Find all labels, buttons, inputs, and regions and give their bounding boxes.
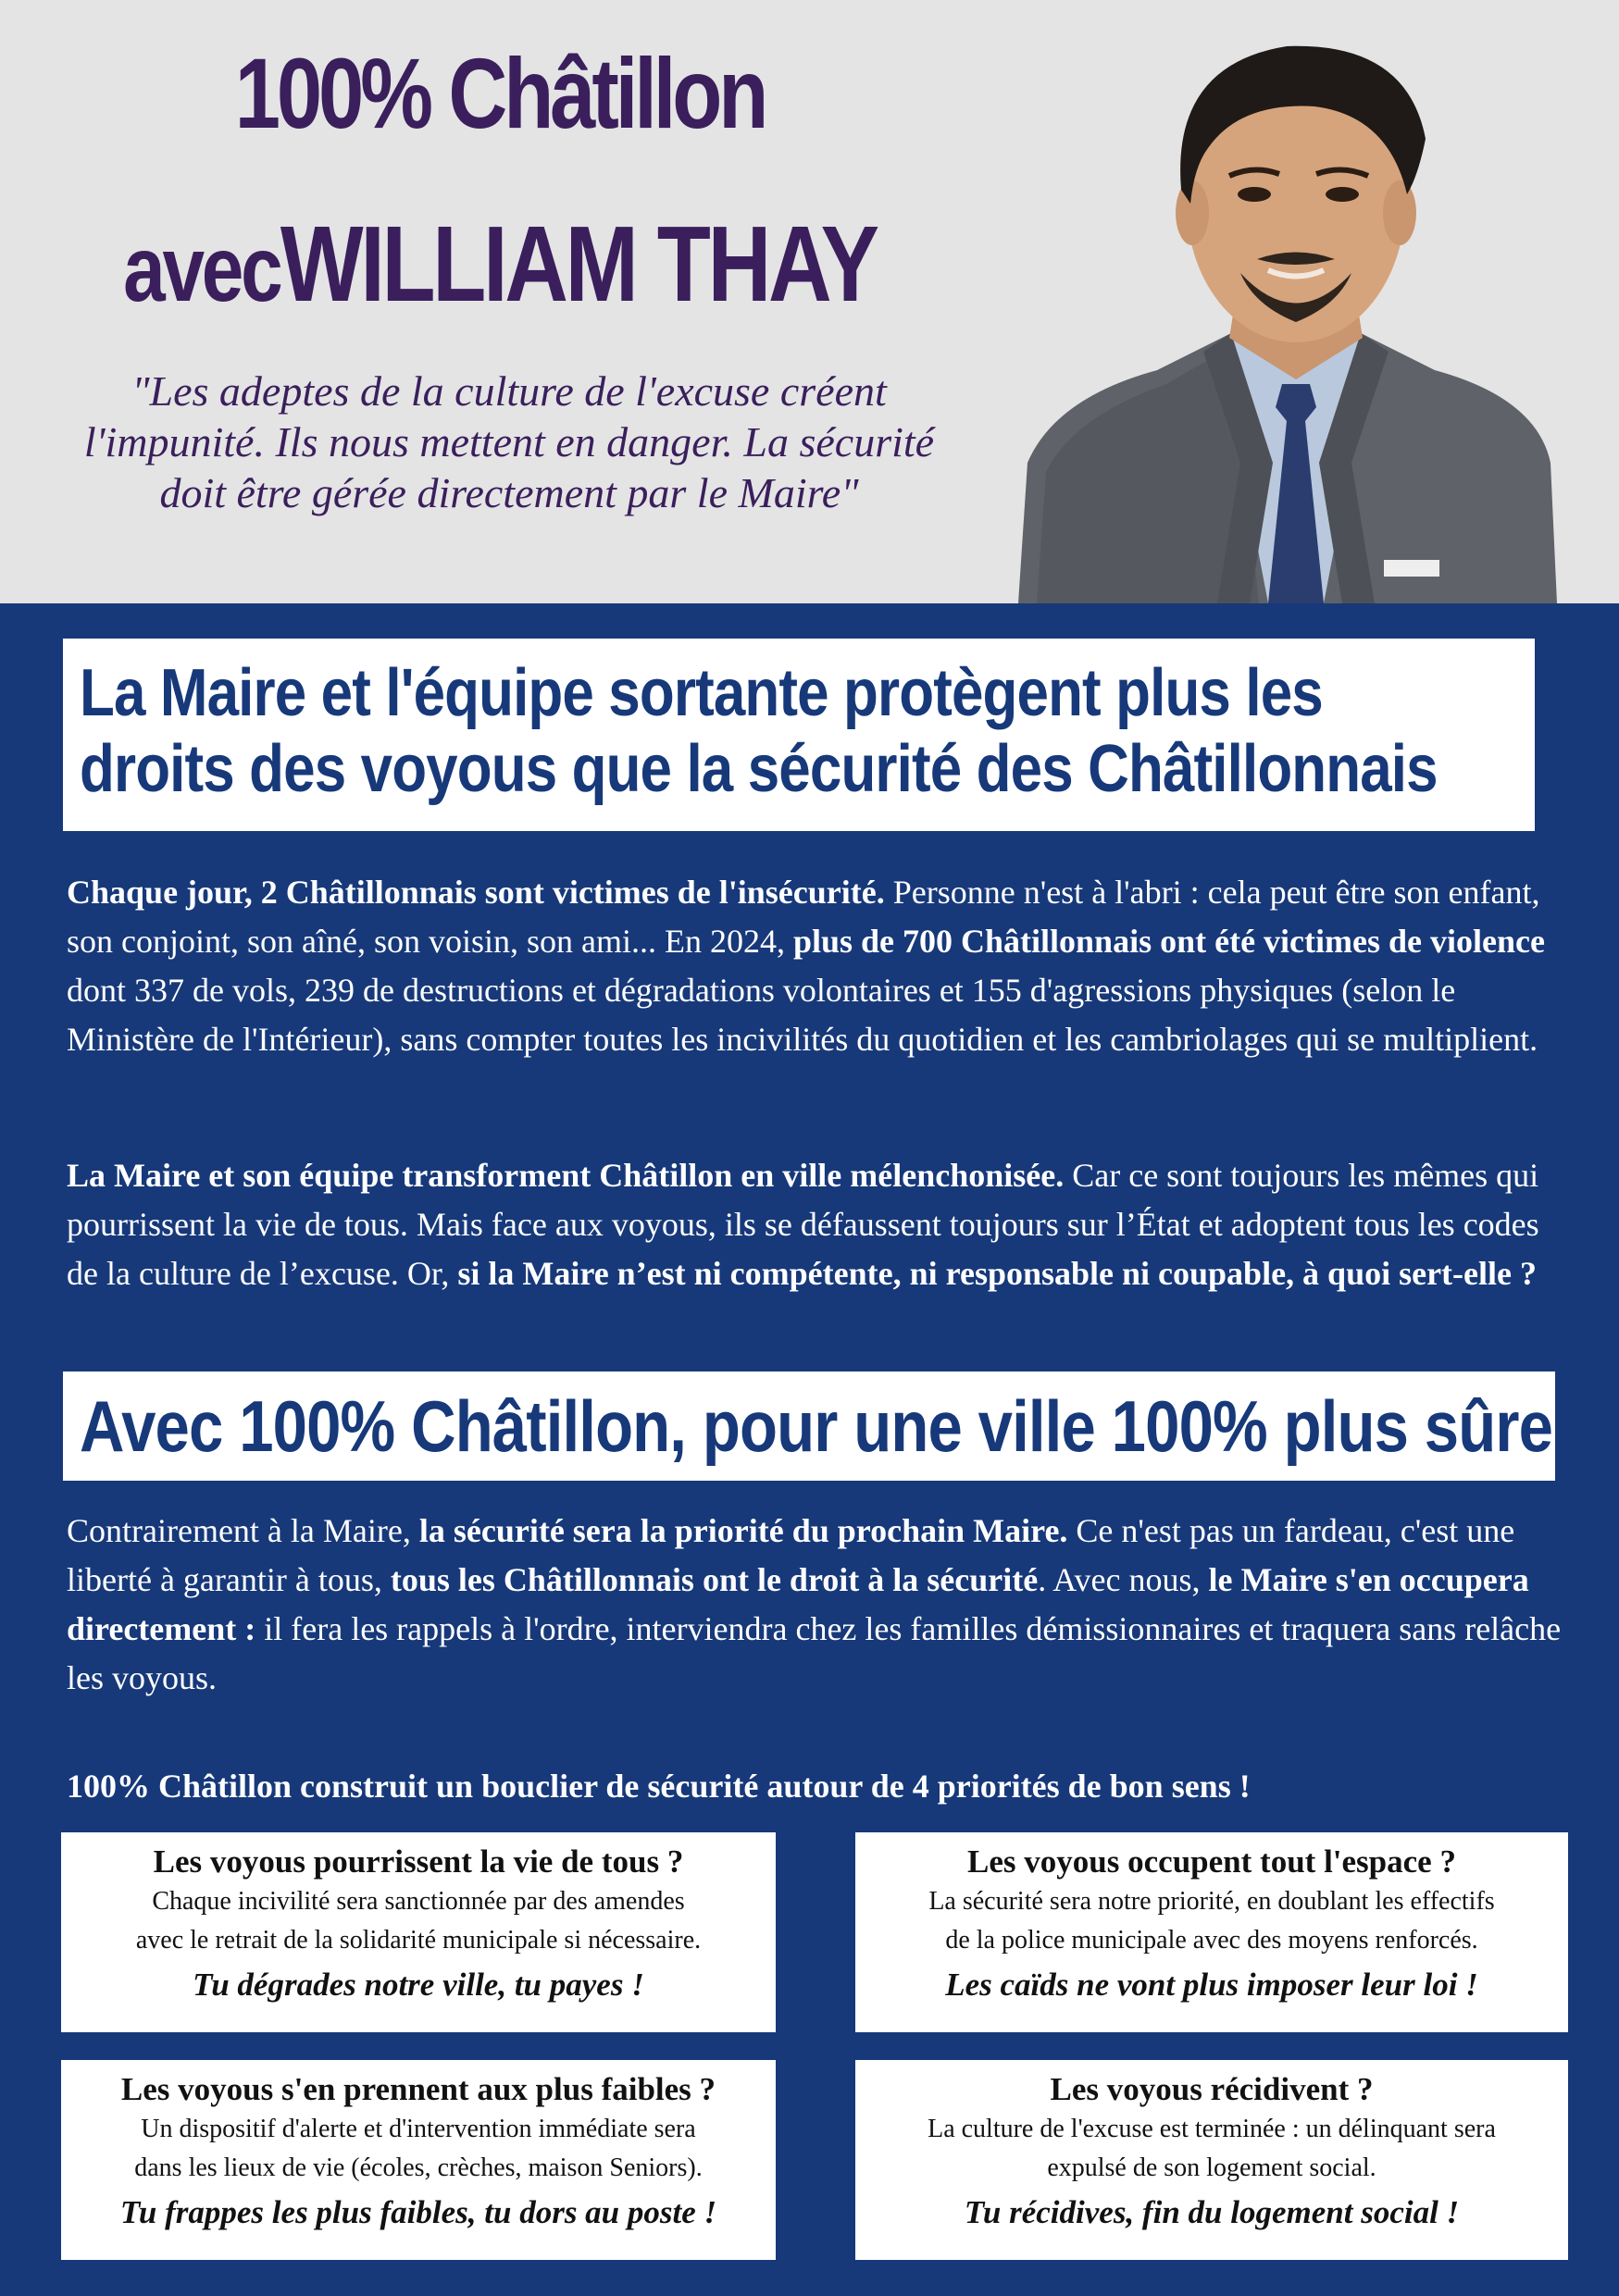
para3-bold-3: le Maire s'en occupera directement : [67,1561,1529,1647]
paragraph-security-priority [67,1507,1566,1703]
paragraph-daily-insecurity [67,868,1566,1064]
priority-desc-line-2: avec le retrait de la solidarité municipale si nécessaire. [135,1926,702,1955]
para1-bold-1: Chaque jour, 2 Châtillonnais sont victimes de l'insécurité. [67,874,885,911]
para2-bold-1: La Maire et son équipe transforment Châtillon en ville mélenchonisée. [67,1157,1065,1194]
priority-box-weakest [61,2060,776,2260]
candidate-title [120,202,879,326]
priority-desc-line-2: expulsé de son logement social. [1047,2153,1376,2182]
para2-bold-2: si la Maire n’est ni compétente, ni responsable ni coupable, à quoi sert-elle ? [457,1255,1537,1292]
priority-desc-line-1: Un dispositif d'alerte et d'intervention immédiate sera [141,2115,696,2143]
candidate-quote: "Les adeptes de la culture de l'excuse créent l'impunité. Ils nous mettent en danger. La sécurité doit être gérée directement par le Maire" [83,367,935,516]
para3-bold-2: tous les Châtillonnais ont le droit à la sécurité [390,1561,1039,1598]
priority-box-incivilities [61,1832,776,2032]
priority-slogan: Tu récidives, fin du logement social ! [964,2194,1460,2230]
priority-desc-line-1: La culture de l'excuse est terminée : un délinquant sera [928,2115,1496,2143]
para3-bold-1: la sécurité sera la priorité du prochain Maire. [418,1512,1068,1549]
priority-desc-line-2: dans les lieux de vie (écoles, crèches, maison Seniors). [134,2153,703,2182]
priority-box-reoffending [855,2060,1568,2260]
priority-box-space [855,1832,1568,2032]
para3-text-1: Contrairement à la Maire, [67,1512,419,1549]
campaign-title: 100% Châtillon [234,37,766,149]
priority-slogan: Tu frappes les plus faibles, tu dors au poste ! [119,2194,717,2230]
headline-line-2: droits des voyous que la sécurité des Châtillonnais [80,732,1438,806]
priority-title: Les voyous s'en prennent aux plus faibles ? [120,2071,716,2107]
headline-safer-city-text: Avec 100% Châtillon, pour une ville 100% plus sûre [80,1385,1553,1467]
headline-line-1: La Maire et l'équipe sortante protègent plus les [80,656,1323,730]
priority-title: Les voyous récidivent ? [1050,2071,1374,2107]
para1-text-1: Personne n'est à l'abri : cela peut être son enfant, son conjoint, son aîné, son voisin, son ami... En 2024, [67,874,1540,960]
para2-text-1: Car ce sont toujours les mêmes qui pourrissent la vie de tous. Mais face aux voyous, ils se défaussent toujours sur l’État et adoptent tous les codes de la culture de l’excuse. Or, [67,1157,1539,1292]
candidate-prefix: avec [123,217,280,321]
priority-title: Les voyous pourrissent la vie de tous ? [153,1843,684,1880]
priority-desc-line-2: de la police municipale avec des moyens renforcés. [945,1926,1478,1955]
candidate-name: WILLIAM THAY [280,204,877,324]
para3-text-4: il fera les rappels à l'ordre, interviendra chez les familles démissionnaires et traquera sans relâche les voyous. [67,1610,1562,1696]
priorities-lead: 100% Châtillon construit un bouclier de sécurité autour de 4 priorités de bon sens ! [67,1768,1251,1805]
para3-text-3: . Avec nous, [1038,1561,1209,1598]
priority-slogan: Les caïds ne vont plus imposer leur loi ! [945,1967,1478,2003]
para1-bold-2: plus de 700 Châtillonnais ont été victimes de violence [792,923,1545,960]
para3-text-2: Ce n'est pas un fardeau, c'est une liberté à garantir à tous, [67,1512,1515,1598]
paragraph-mayor-team [67,1151,1566,1298]
header-band [0,0,1619,603]
priority-desc-line-1: La sécurité sera notre priorité, en doublant les effectifs [928,1887,1495,1916]
priority-desc-line-1: Chaque incivilité sera sanctionnée par des amendes [152,1887,685,1916]
priority-title: Les voyous occupent tout l'espace ? [967,1843,1456,1880]
candidate-portrait [1018,28,1557,603]
headline-outgoing-team [63,639,1535,831]
para1-text-2: dont 337 de vols, 239 de destructions et dégradations volontaires et 155 d'agressions physiques (selon le Ministère de l'Intérieur), sans compter toutes les incivilités du quotidien et les cambriolages qui se multiplient. [67,972,1538,1058]
headline-safer-city [63,1371,1555,1481]
priority-slogan: Tu dégrades notre ville, tu payes ! [193,1967,644,2003]
